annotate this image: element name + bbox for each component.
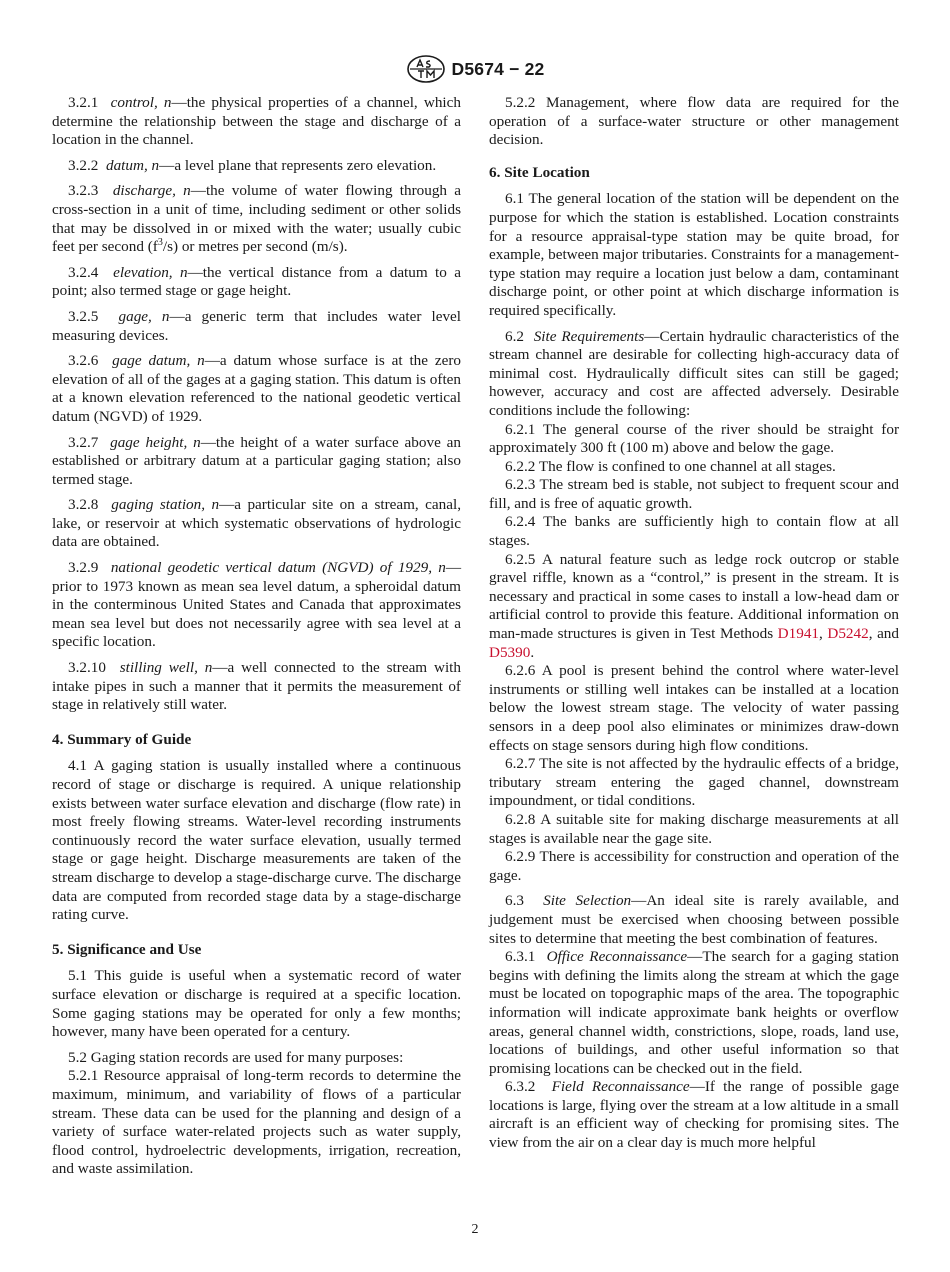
- para-6-2-8: 6.2.8 A suitable site for making discharge measurements at all stages is available near the gage site.: [489, 810, 899, 847]
- superscript: 3: [157, 237, 163, 249]
- definition-text: —a datum whose surface is at the zero elevation of all of the gages at a gaging station. This datum is often at a known elevation referenced to the national geodetic vertical datum (NGVD) of 1929.: [52, 352, 461, 425]
- page-header: [0, 54, 950, 84]
- paragraph-text: —If the range of possible gage locations is large, flying over the stream at a low altitude in a small aircraft is an efficient way of checking for promising sites. The view from the air on a clear day is much more helpful: [489, 1078, 900, 1152]
- para-6-1: 6.1 The general location of the station will be dependent on the purpose for which the station is established. Location constraints for a resource appraisal-type station may be quite broad, for example, between major tributaries. Constraints for a management-type station may require a location just below a dam, contaminant discharge point, or other point at which discharge information is required specifically.: [489, 190, 899, 319]
- section-number: 3.2.7: [68, 433, 99, 451]
- link-d1941[interactable]: D1941: [777, 625, 820, 643]
- right-column: [489, 94, 899, 1153]
- section-heading-4: 4. Summary of Guide: [52, 730, 192, 748]
- section-number: 3.2.3: [68, 182, 99, 200]
- definition-text: —the vertical distance from a datum to a point; also termed stage or gage height.: [52, 263, 461, 300]
- paragraph-text: —An ideal site is rarely available, and judgement must be exercised when choosing between possible sites to determine that meeting the best combination of features.: [489, 892, 900, 947]
- section-number: 3.2.5: [68, 307, 99, 325]
- separator: .: [530, 643, 535, 661]
- definition-text: /s) or metres per second (m/s).: [162, 238, 348, 256]
- section-number: 6.3.1: [505, 948, 536, 966]
- definition-text: —a generic term that includes water level measuring devices.: [52, 307, 461, 344]
- def-3-2-9: [52, 559, 461, 652]
- def-3-2-4: [52, 264, 461, 301]
- definition-text: —the physical properties of a channel, which determine the relationship between the stage and discharge of a location in the channel.: [52, 94, 461, 149]
- astm-logo: [406, 54, 446, 84]
- para-6-2-3: 6.2.3 The stream bed is stable, not subject to frequent scour and fill, and is free of aquatic growth.: [489, 476, 899, 512]
- term: control, n: [110, 94, 172, 111]
- section-number: 6.2: [505, 327, 524, 345]
- section-number: 3.2.8: [68, 496, 99, 514]
- definition-text: —the height of a water surface above an established or arbitrary datum at a particular gaging station; also termed stage.: [52, 433, 462, 488]
- section-number: 3.2.10: [68, 659, 106, 677]
- para-6-2-7: 6.2.7 The site is not affected by the hydraulic effects of a bridge, tributary stream entering the gaged channel, downstream impoundment, or tidal conditions.: [489, 755, 899, 810]
- term: stilling well, n: [119, 659, 213, 677]
- definition-text: —a well connected to the stream with intake pipes in such a manner that it permits the measurement of stage in relatively still water.: [52, 659, 461, 714]
- separator: , and: [868, 625, 899, 643]
- term: Site Requirements: [533, 327, 645, 345]
- para-5-2-2: 5.2.2 Management, where flow data are required for the operation of a surface-water structure or other management decision.: [489, 94, 899, 149]
- section-number: 3.2.1: [68, 94, 99, 111]
- definition-text: —the volume of water flowing through a cross-section in a unit of time, including sediment or other solids that may be dissolved in or mixed with the water; usually cubic feet per second (f: [52, 182, 461, 256]
- section-number: 3.2.6: [68, 352, 99, 370]
- def-3-2-2: [52, 157, 461, 176]
- def-3-2-7: [52, 434, 461, 490]
- page-number: 2: [471, 1222, 479, 1237]
- term: Office Reconnaissance: [546, 948, 688, 966]
- para-5-1: 5.1 This guide is useful when a systematic record of water surface elevation or discharge is required at a specific location. Some gaging stations may be operated for only a few months; however, many have been operated for a century.: [52, 967, 461, 1041]
- para-6-2-4: 6.2.4 The banks are sufficiently high to contain flow at all stages.: [489, 513, 899, 550]
- section-number: 3.2.4: [68, 263, 99, 281]
- section-number: 6.3: [505, 892, 524, 910]
- def-3-2-5: [52, 308, 461, 345]
- para-6-2: [489, 328, 899, 421]
- term: gage datum, n: [112, 352, 205, 370]
- para-6-3-1: [489, 948, 899, 1078]
- definition-text: —prior to 1973 known as mean sea level datum, a spheroidal datum in the conterminous United States and Canada that approximates mean sea level but does not necessarily agree with sea level at a specific location.: [52, 559, 461, 651]
- section-heading-6: 6. Site Location: [489, 163, 590, 181]
- para-5-2-1: 5.2.1 Resource appraisal of long-term records to determine the maximum, minimum, and variability of flows of a particular stream. These data can be used for the planning and design of a variety of surface water-related projects such as water supply, flood control, hydroelectric developments, irrigation, recreation, and waste assimilation.: [52, 1067, 461, 1178]
- def-3-2-8: [52, 496, 461, 552]
- section-number: 6.3.2: [505, 1078, 536, 1096]
- para-6-2-9: 6.2.9 There is accessibility for construction and operation of the gage.: [489, 848, 899, 884]
- term: gaging station, n: [111, 496, 220, 514]
- definition-text: —a particular site on a stream, canal, lake, or reservoir at which systematic observations of hydrologic data are obtained.: [52, 496, 462, 551]
- separator: ,: [819, 625, 828, 643]
- link-d5390[interactable]: D5390: [489, 643, 531, 661]
- para-6-2-2: 6.2.2 The flow is confined to one channel at all stages.: [505, 457, 836, 475]
- paragraph-text: 6.2.5 A natural feature such as ledge rock outcrop or stable gravel riffle, known as a “control,” is present in the stream. It is necessary and practical in some cases to install a low-head dam or artificial control to provide this feature. Additional information on man-made structures is given in Test Methods: [489, 550, 899, 643]
- para-6-2-6: 6.2.6 A pool is present behind the control where water-level instruments or stilling well intakes can be installed at a location below the lowest stream stage. The velocity of water passing sensors in a deep pool also eliminates or minimizes draw-down effects on stage sensors during high flow conditions.: [489, 662, 899, 754]
- para-6-2-5: [489, 551, 899, 663]
- paragraph-text: —The search for a gaging station begins with defining the limits along the stream at which the gage must be located on topographic maps of the area. The topographic information will indicate approximate bank heights or overflow areas, general channel width, constrictions, slope, roads, land use, locations of buildings, and other useful information so that promising locations can be checked out in the field.: [489, 948, 900, 1077]
- term: Field Reconnaissance: [551, 1078, 690, 1096]
- section-number: 3.2.9: [68, 559, 99, 577]
- paragraph-text: —Certain hydraulic characteristics of the stream channel are desirable for collecting high-accuracy data of minimal cost. Hydraulically difficult sites can still be gaged; however, accuracy and cost are affected adversely. Desirable conditions include the following:: [489, 327, 899, 419]
- term: Site Selection: [543, 892, 632, 910]
- term: national geodetic vertical datum (NGVD) of 1929, n: [110, 559, 446, 577]
- def-3-2-6: [52, 352, 461, 426]
- para-6-3-2: [489, 1078, 899, 1152]
- def-3-2-3: [52, 182, 461, 256]
- def-3-2-1: [52, 94, 461, 150]
- document-designation: D5674 − 22: [451, 58, 545, 79]
- term: elevation, n: [113, 263, 188, 281]
- link-d5242[interactable]: D5242: [827, 625, 869, 643]
- section-number: 3.2.2: [68, 156, 99, 174]
- term: discharge, n: [112, 182, 191, 200]
- def-3-2-10: [52, 659, 461, 715]
- left-column: [52, 94, 461, 1179]
- term: gage, n: [118, 307, 170, 325]
- para-5-2: 5.2 Gaging station records are used for many purposes:: [68, 1048, 404, 1066]
- para-4-1: 4.1 A gaging station is usually installed where a continuous record of stage or discharge is required. A unique relationship exists between water surface elevation and discharge (flow rate) in most freely flowing streams. Water-level recording instruments continuously record the water surface elevation, usually termed stage or gage height. Discharge measurements are taken of the stream discharge to develop a stage-discharge curve. The discharge data are computed from recorded stage data by a stage-discharge rating curve.: [52, 757, 461, 924]
- section-heading-5: 5. Significance and Use: [52, 940, 202, 958]
- term: datum, n: [105, 156, 160, 174]
- para-6-3: [489, 892, 899, 948]
- term: gage height, n: [110, 433, 201, 451]
- definition-text: —a level plane that represents zero elevation.: [159, 156, 437, 174]
- para-6-2-1: 6.2.1 The general course of the river should be straight for approximately 300 ft (100 m) above and below the gage.: [489, 420, 899, 457]
